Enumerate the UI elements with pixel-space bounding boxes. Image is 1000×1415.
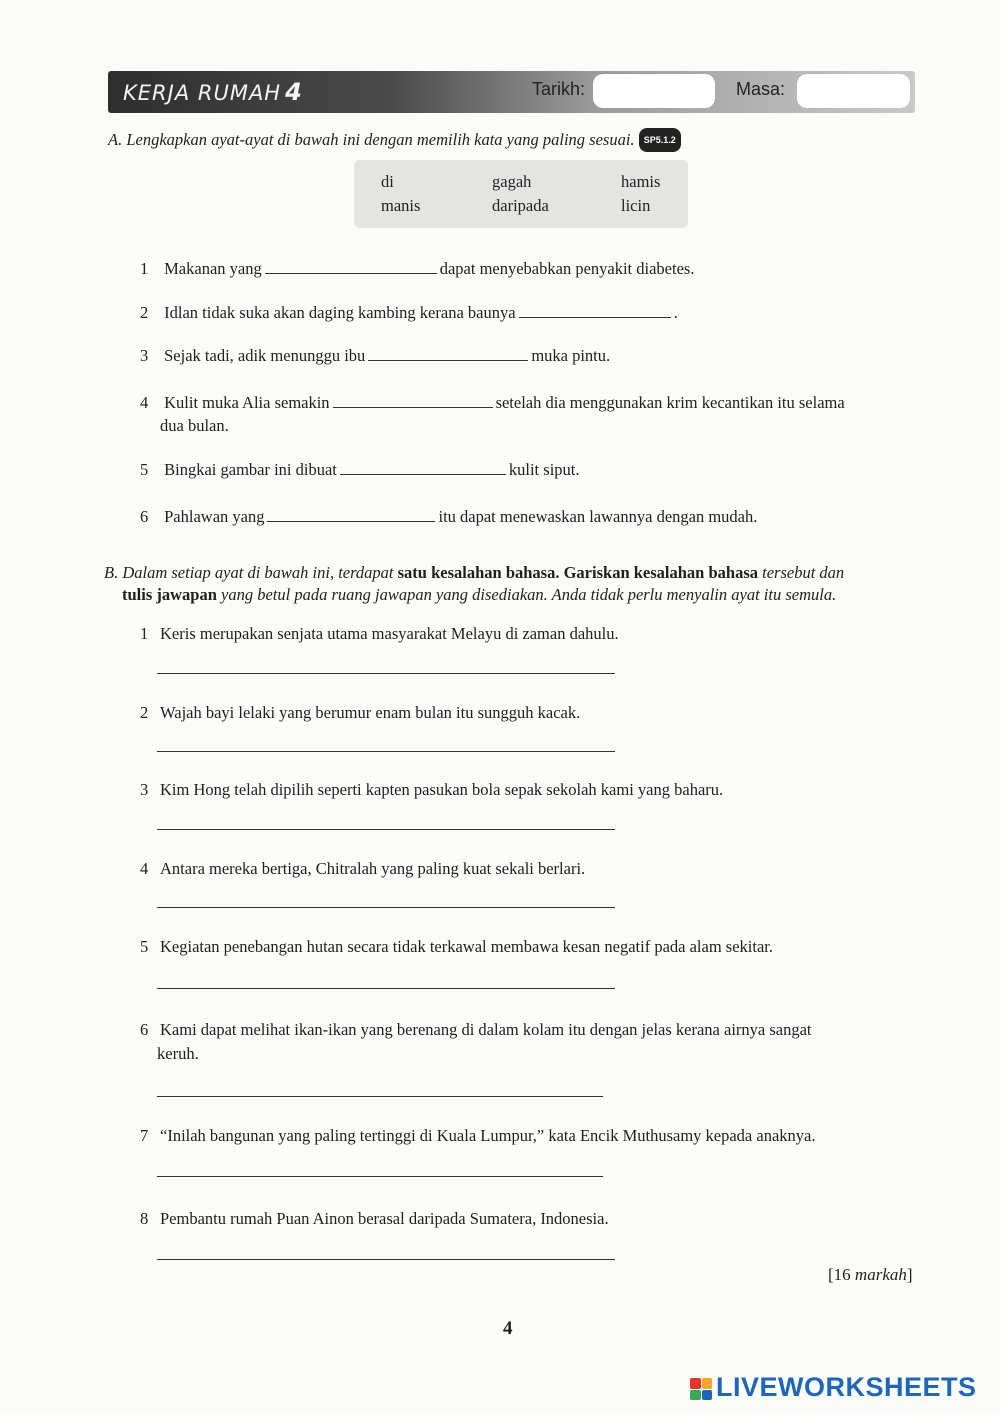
question-b-5: 5 Kegiatan penebangan hutan secara tidak terkawal membawa kesan negatif pada alam sekitar. — [140, 937, 773, 956]
word-bank-item: licin — [621, 196, 651, 215]
time-field[interactable] — [797, 74, 910, 108]
answer-blank[interactable] — [368, 346, 528, 361]
answer-line[interactable] — [157, 673, 615, 674]
liveworksheets-brand[interactable]: LIVEWORKSHEETS — [716, 1372, 977, 1402]
section-a-instruction: A. Lengkapkan ayat-ayat di bawah ini dengan memilih kata yang paling sesuai. SP5.1.2 — [108, 128, 681, 152]
time-label: Masa: — [736, 79, 786, 99]
answer-blank[interactable] — [267, 507, 435, 522]
question-a-4: 4 Kulit muka Alia semakin setelah dia menggunakan krim kecantikan itu selama — [140, 393, 845, 412]
word-bank-item: daripada — [492, 196, 549, 215]
question-a-5: 5 Bingkai gambar ini dibuat kulit siput. — [140, 460, 580, 479]
answer-blank[interactable] — [340, 460, 506, 475]
question-b-3: 3 Kim Hong telah dipilih seperti kapten pasukan bola sepak sekolah kami yang baharu. — [140, 780, 724, 799]
answer-blank[interactable] — [519, 303, 671, 318]
answer-line[interactable] — [157, 751, 615, 752]
answer-line[interactable] — [157, 1259, 615, 1260]
word-bank-item: manis — [381, 196, 421, 215]
section-b-instruction: B. Dalam setiap ayat di bawah ini, terdapat satu kesalahan bahasa. Gariskan kesalahan bahasa tersebut dan tulis jawapan yang betul pada ruang jawapan yang disediakan. Anda tidak perlu menyalin ayat itu semula. — [104, 563, 845, 604]
answer-line[interactable] — [157, 988, 615, 989]
question-b-2: 2 Wajah bayi lelaki yang berumur enam bulan itu sungguh kacak. — [140, 703, 581, 722]
date-label: Tarikh: — [532, 79, 586, 99]
question-b-6-continuation: keruh. — [157, 1044, 199, 1063]
word-bank-item: gagah — [492, 172, 532, 191]
page-number: 4 — [503, 1318, 513, 1339]
question-b-6: 6 Kami dapat melihat ikan-ikan yang berenang di dalam kolam itu dengan jelas kerana airnya sangat — [140, 1020, 812, 1039]
question-b-1: 1 Keris merupakan senjata utama masyarakat Melayu di zaman dahulu. — [140, 624, 619, 643]
answer-blank[interactable] — [265, 259, 437, 274]
total-marks: [16 markah] — [828, 1265, 913, 1284]
liveworksheets-logo-icon — [690, 1378, 712, 1400]
question-a-4-continuation: dua bulan. — [160, 416, 229, 435]
answer-line[interactable] — [157, 1096, 603, 1097]
answer-line[interactable] — [157, 1176, 603, 1177]
question-a-1: 1 Makanan yang dapat menyebabkan penyakit diabetes. — [140, 259, 695, 278]
question-b-7: 7 “Inilah bangunan yang paling tertinggi di Kuala Lumpur,” kata Encik Muthusamy kepada anaknya. — [140, 1126, 816, 1145]
word-bank-item: di — [381, 172, 394, 191]
question-a-3: 3 Sejak tadi, adik menunggu ibu muka pintu. — [140, 346, 611, 365]
question-b-8: 8 Pembantu rumah Puan Ainon berasal daripada Sumatera, Indonesia. — [140, 1209, 609, 1228]
question-b-4: 4 Antara mereka bertiga, Chitralah yang paling kuat sekali berlari. — [140, 859, 586, 878]
word-bank-item: hamis — [621, 172, 661, 191]
date-field[interactable] — [593, 74, 715, 108]
standard-badge: SP5.1.2 — [639, 128, 681, 152]
answer-line[interactable] — [157, 829, 615, 830]
answer-line[interactable] — [157, 907, 615, 908]
word-bank — [354, 160, 688, 228]
answer-blank[interactable] — [333, 393, 493, 408]
worksheet-title: KERJA RUMAH 4 — [123, 78, 303, 106]
question-a-6: 6 Pahlawan yang itu dapat menewaskan lawannya dengan mudah. — [140, 507, 758, 526]
question-a-2: 2 Idlan tidak suka akan daging kambing kerana baunya . — [140, 303, 678, 322]
